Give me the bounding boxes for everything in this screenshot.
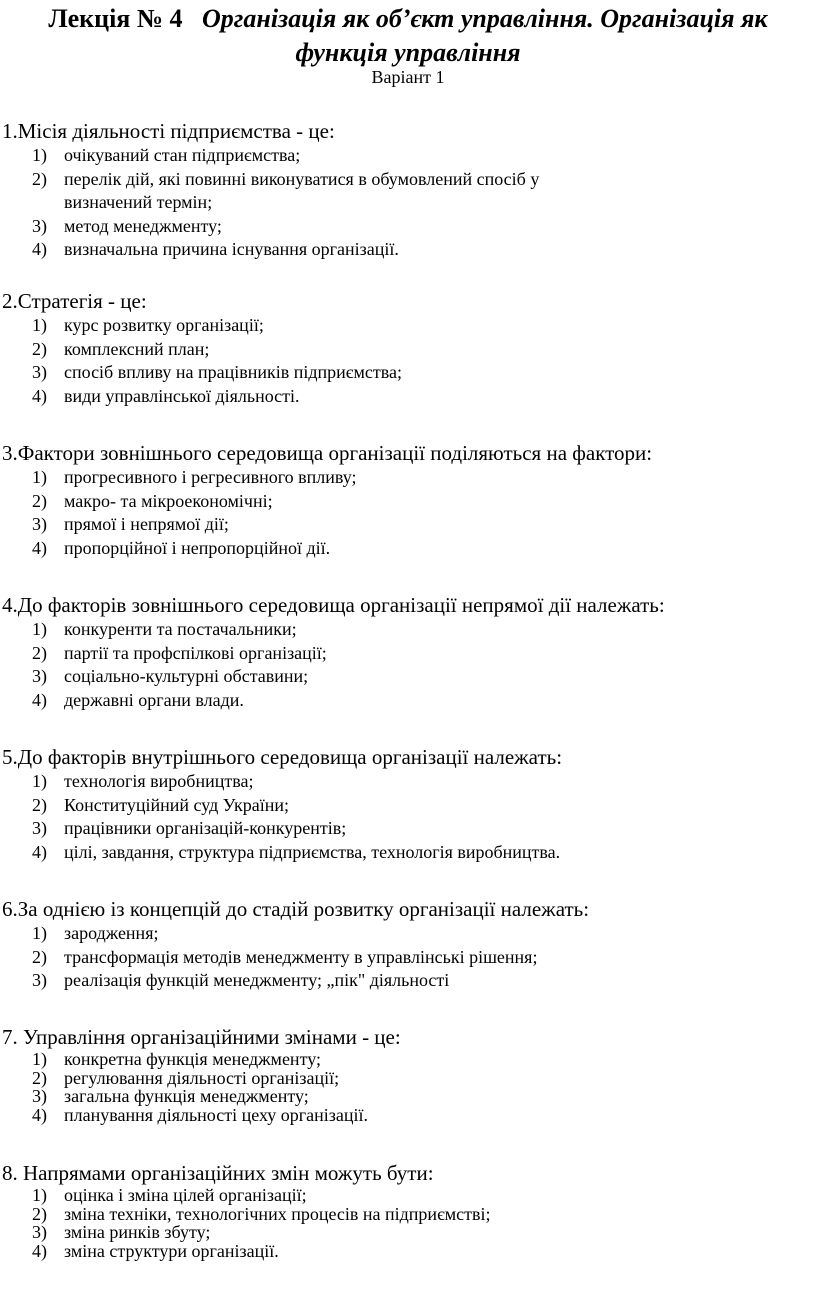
option xyxy=(2,385,812,409)
option xyxy=(2,361,812,385)
option xyxy=(2,238,812,262)
option xyxy=(2,490,812,514)
option xyxy=(2,689,812,713)
option-text: визначальна причина існування організації. xyxy=(64,239,399,259)
question-1 xyxy=(2,118,812,262)
options-list xyxy=(2,466,812,560)
option-text: загальна функція менеджменту; xyxy=(64,1086,309,1106)
option-number: 2) xyxy=(32,946,47,967)
option xyxy=(2,969,812,993)
option xyxy=(2,1087,812,1106)
option-number: 1) xyxy=(32,145,47,165)
option-text: партії та профспілкові організації; xyxy=(64,642,327,663)
option-number: 3) xyxy=(32,362,47,382)
question-7 xyxy=(2,1024,812,1124)
option-number: 4) xyxy=(32,537,47,558)
option-number: 3) xyxy=(32,1086,47,1106)
option xyxy=(2,537,812,561)
option xyxy=(2,1106,812,1125)
option-text: державні органи влади. xyxy=(64,689,244,710)
option xyxy=(2,513,812,537)
question-title: 8. Напрямами організаційних змін можуть бути: xyxy=(2,1161,434,1185)
option-number: 3) xyxy=(32,970,47,990)
question-8 xyxy=(2,1160,812,1260)
question-title: 7. Управління організаційними змінами - це: xyxy=(2,1025,401,1049)
options-list xyxy=(2,1186,812,1260)
option xyxy=(2,215,812,239)
option-text: працівники організацій-конкурентів; xyxy=(64,818,347,838)
option xyxy=(2,794,812,818)
option-text: пропорційної і непропорційної дії. xyxy=(64,537,331,558)
option-number: 4) xyxy=(32,1104,47,1125)
lecture-topic-line-1: Організація як об’єкт управління. Організація як xyxy=(202,4,768,33)
option-text: трансформація методів менеджменту в управлінські рішення; xyxy=(64,946,538,967)
options-list xyxy=(2,618,812,712)
option-text: метод менеджменту; xyxy=(64,215,222,236)
option xyxy=(2,642,812,666)
question-4 xyxy=(2,592,812,712)
option-number: 3) xyxy=(32,1222,47,1242)
option-text: зародження; xyxy=(64,923,159,943)
option-number: 3) xyxy=(32,514,47,534)
option xyxy=(2,168,812,215)
option xyxy=(2,338,812,362)
question-title: 5.До факторів внутрішнього середовища організації належать: xyxy=(2,745,563,769)
question-title: 2.Стратегія - це: xyxy=(2,289,147,313)
option-number: 2) xyxy=(32,338,47,359)
option-number: 1) xyxy=(32,315,47,335)
option-number: 4) xyxy=(32,841,47,862)
option-text: комплексний план; xyxy=(64,338,210,359)
question-title: 1.Місія діяльності підприємства - це: xyxy=(2,119,335,143)
option xyxy=(2,314,812,338)
option-number: 2) xyxy=(32,1067,47,1088)
option xyxy=(2,1186,812,1205)
option xyxy=(2,946,812,970)
option-text: зміна структури організації. xyxy=(64,1240,279,1261)
option-text: перелік дій, які повинні виконуватися в обумовлений спосіб у визначений термін; xyxy=(64,168,540,212)
option xyxy=(2,1242,812,1261)
option-number: 1) xyxy=(32,1049,47,1069)
variant-label: Варіант 1 xyxy=(371,67,445,87)
option-text: зміна ринків збуту; xyxy=(64,1222,211,1242)
option xyxy=(2,1069,812,1088)
option xyxy=(2,665,812,689)
option-number: 2) xyxy=(32,168,47,189)
option-text: планування діяльності цеху організації. xyxy=(64,1104,369,1125)
option xyxy=(2,817,812,841)
question-5 xyxy=(2,744,812,864)
option-text: прогресивного і регресивного впливу; xyxy=(64,467,357,487)
title-line-1 xyxy=(0,2,816,36)
option-text: види управлінської діяльності. xyxy=(64,385,300,406)
options-list xyxy=(2,770,812,864)
option xyxy=(2,1223,812,1242)
option-text: реалізація функцій менеджменту; „пік" діяльності xyxy=(64,970,450,990)
option-text: спосіб впливу на працівників підприємства; xyxy=(64,362,403,382)
lecture-topic-line-2: функція управління xyxy=(295,38,521,67)
option xyxy=(2,770,812,794)
option-number: 1) xyxy=(32,923,47,943)
option-text: очікуваний стан підприємства; xyxy=(64,145,301,165)
option-number: 2) xyxy=(32,642,47,663)
option-number: 2) xyxy=(32,794,47,815)
option xyxy=(2,618,812,642)
option xyxy=(2,144,812,168)
option xyxy=(2,466,812,490)
option-number: 1) xyxy=(32,467,47,487)
option xyxy=(2,1050,812,1069)
option xyxy=(2,1205,812,1224)
question-2 xyxy=(2,288,812,408)
option-number: 4) xyxy=(32,689,47,710)
option-text: прямої і непрямої дії; xyxy=(64,514,229,534)
option-text: конкретна функція менеджменту; xyxy=(64,1049,321,1069)
options-list xyxy=(2,144,812,262)
option-number: 1) xyxy=(32,1185,47,1205)
option-number: 2) xyxy=(32,1203,47,1224)
option-number: 1) xyxy=(32,619,47,639)
option xyxy=(2,922,812,946)
lecture-number: Лекція № 4 xyxy=(48,4,183,33)
question-3 xyxy=(2,440,812,560)
option-text: технологія виробництва; xyxy=(64,771,254,791)
lecture-title xyxy=(0,2,816,70)
option-text: курс розвитку організації; xyxy=(64,315,264,335)
option-text: соціально-культурні обставини; xyxy=(64,666,309,686)
option-number: 4) xyxy=(32,385,47,406)
question-6 xyxy=(2,896,812,993)
option-number: 3) xyxy=(32,818,47,838)
question-title: 6.За однією із концепцій до стадій розвитку організації належать: xyxy=(2,897,590,921)
option-number: 1) xyxy=(32,771,47,791)
option-text: цілі, завдання, структура підприємства, технологія виробництва. xyxy=(64,841,561,862)
option-text: Конституційний суд України; xyxy=(64,794,289,815)
options-list xyxy=(2,1050,812,1124)
options-list xyxy=(2,314,812,408)
option-text: конкуренти та постачальники; xyxy=(64,619,297,639)
option-number: 4) xyxy=(32,1240,47,1261)
option-text: регулювання діяльності організації; xyxy=(64,1067,340,1088)
option-number: 3) xyxy=(32,215,47,236)
question-title: 3.Фактори зовнішнього середовища організації поділяються на фактори: xyxy=(2,441,653,465)
option-text: макро- та мікроекономічні; xyxy=(64,490,273,511)
option-text: оцінка і зміна цілей організації; xyxy=(64,1185,307,1205)
option xyxy=(2,841,812,865)
question-title: 4.До факторів зовнішнього середовища організації непрямої дії належать: xyxy=(2,593,665,617)
option-number: 2) xyxy=(32,490,47,511)
option-text: зміна техніки, технологічних процесів на підприємстві; xyxy=(64,1203,491,1224)
option-number: 3) xyxy=(32,666,47,686)
options-list xyxy=(2,922,812,993)
option-number: 4) xyxy=(32,239,47,259)
